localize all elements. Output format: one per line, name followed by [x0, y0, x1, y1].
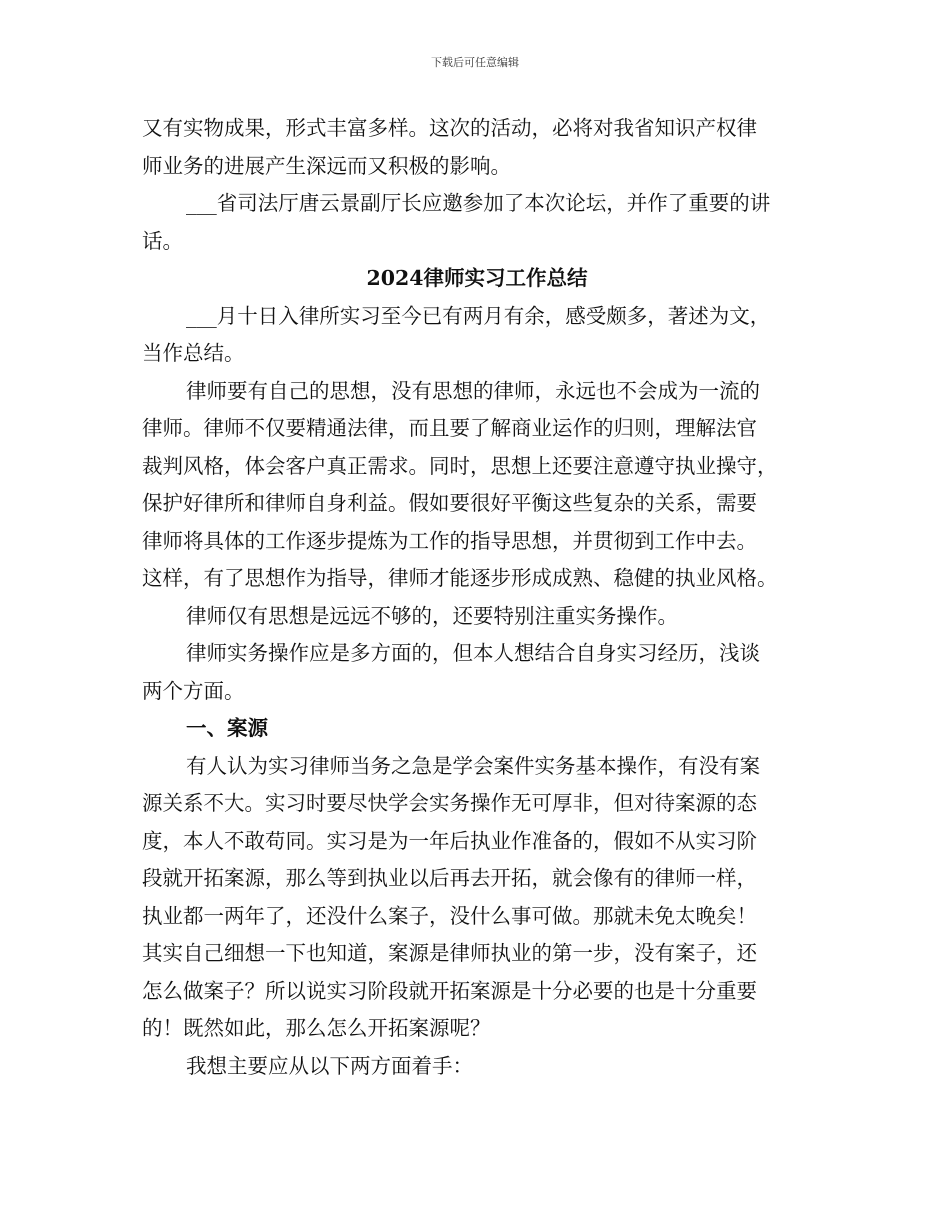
paragraph-line: 段就开拓案源，那么等到执业以后再去开拓，就会像有的律师一样， [142, 866, 757, 890]
paragraph-line: 律师要有自己的思想，没有思想的律师，永远也不会成为一流的 [186, 378, 760, 403]
paragraph-line: 这样，有了思想作为指导，律师才能逐步形成成熟、稳健的执业风格。 [142, 566, 778, 590]
paragraph-line: 律师将具体的工作逐步提炼为工作的指导思想，并贯彻到工作中去。 [142, 528, 757, 553]
paragraph-line: 律师实务操作应是多方面的，但本人想结合自身实习经历，浅谈 [186, 641, 760, 665]
paragraph-line: 律师仅有思想是远远不够的，还要特别注重实务操作。 [186, 603, 678, 628]
paragraph-line: 律师。律师不仅要精通法律，而且要了解商业运作的归则，理解法官 [142, 416, 757, 440]
section-heading: 一、案源 [186, 716, 268, 740]
paragraph-line: 裁判风格，体会客户真正需求。同时，思想上还要注意遵守执业操守， [142, 453, 778, 478]
document-title: 2024律师实习工作总结 [366, 266, 588, 290]
paragraph-line: 话。 [142, 228, 183, 253]
paragraph-line: 保护好律所和律师自身利益。假如要很好平衡这些复杂的关系，需要 [142, 491, 757, 515]
paragraph-line: 执业都一两年了，还没什么案子，没什么事可做。那就未免太晚矣！ [142, 903, 757, 928]
paragraph-line: 又有实物成果，形式丰富多样。这次的活动，必将对我省知识产权律 [142, 116, 757, 140]
paragraph-line: 度，本人不敢苟同。实习是为一年后执业作准备的，假如不从实习阶 [142, 828, 757, 853]
paragraph-line: 其实自己细想一下也知道，案源是律师执业的第一步，没有案子，还 [142, 941, 757, 965]
paragraph-line: 怎么做案子？所以说实习阶段就开拓案源是十分必要的也是十分重要 [142, 978, 757, 1003]
paragraph-line: ___月十日入律所实习至今已有两月有余，感受颇多，著述为文， [186, 303, 771, 328]
page-header: 下载后可任意编辑 [431, 56, 519, 69]
paragraph-line: 我想主要应从以下两方面着手： [186, 1053, 473, 1078]
paragraph-line: 源关系不大。实习时要尽快学会实务操作无可厚非，但对待案源的态 [142, 791, 757, 815]
paragraph-line: ___省司法厅唐云景副厅长应邀参加了本次论坛，并作了重要的讲 [186, 191, 771, 215]
paragraph-line: 的！既然如此，那么怎么开拓案源呢？ [142, 1016, 491, 1040]
paragraph-line: 当作总结。 [142, 341, 245, 365]
paragraph-line: 有人认为实习律师当务之急是学会案件实务基本操作，有没有案 [186, 753, 760, 778]
paragraph-line: 两个方面。 [142, 678, 245, 703]
paragraph-line: 师业务的进展产生深远而又积极的影响。 [142, 153, 511, 178]
document-body [142, 110, 812, 1085]
